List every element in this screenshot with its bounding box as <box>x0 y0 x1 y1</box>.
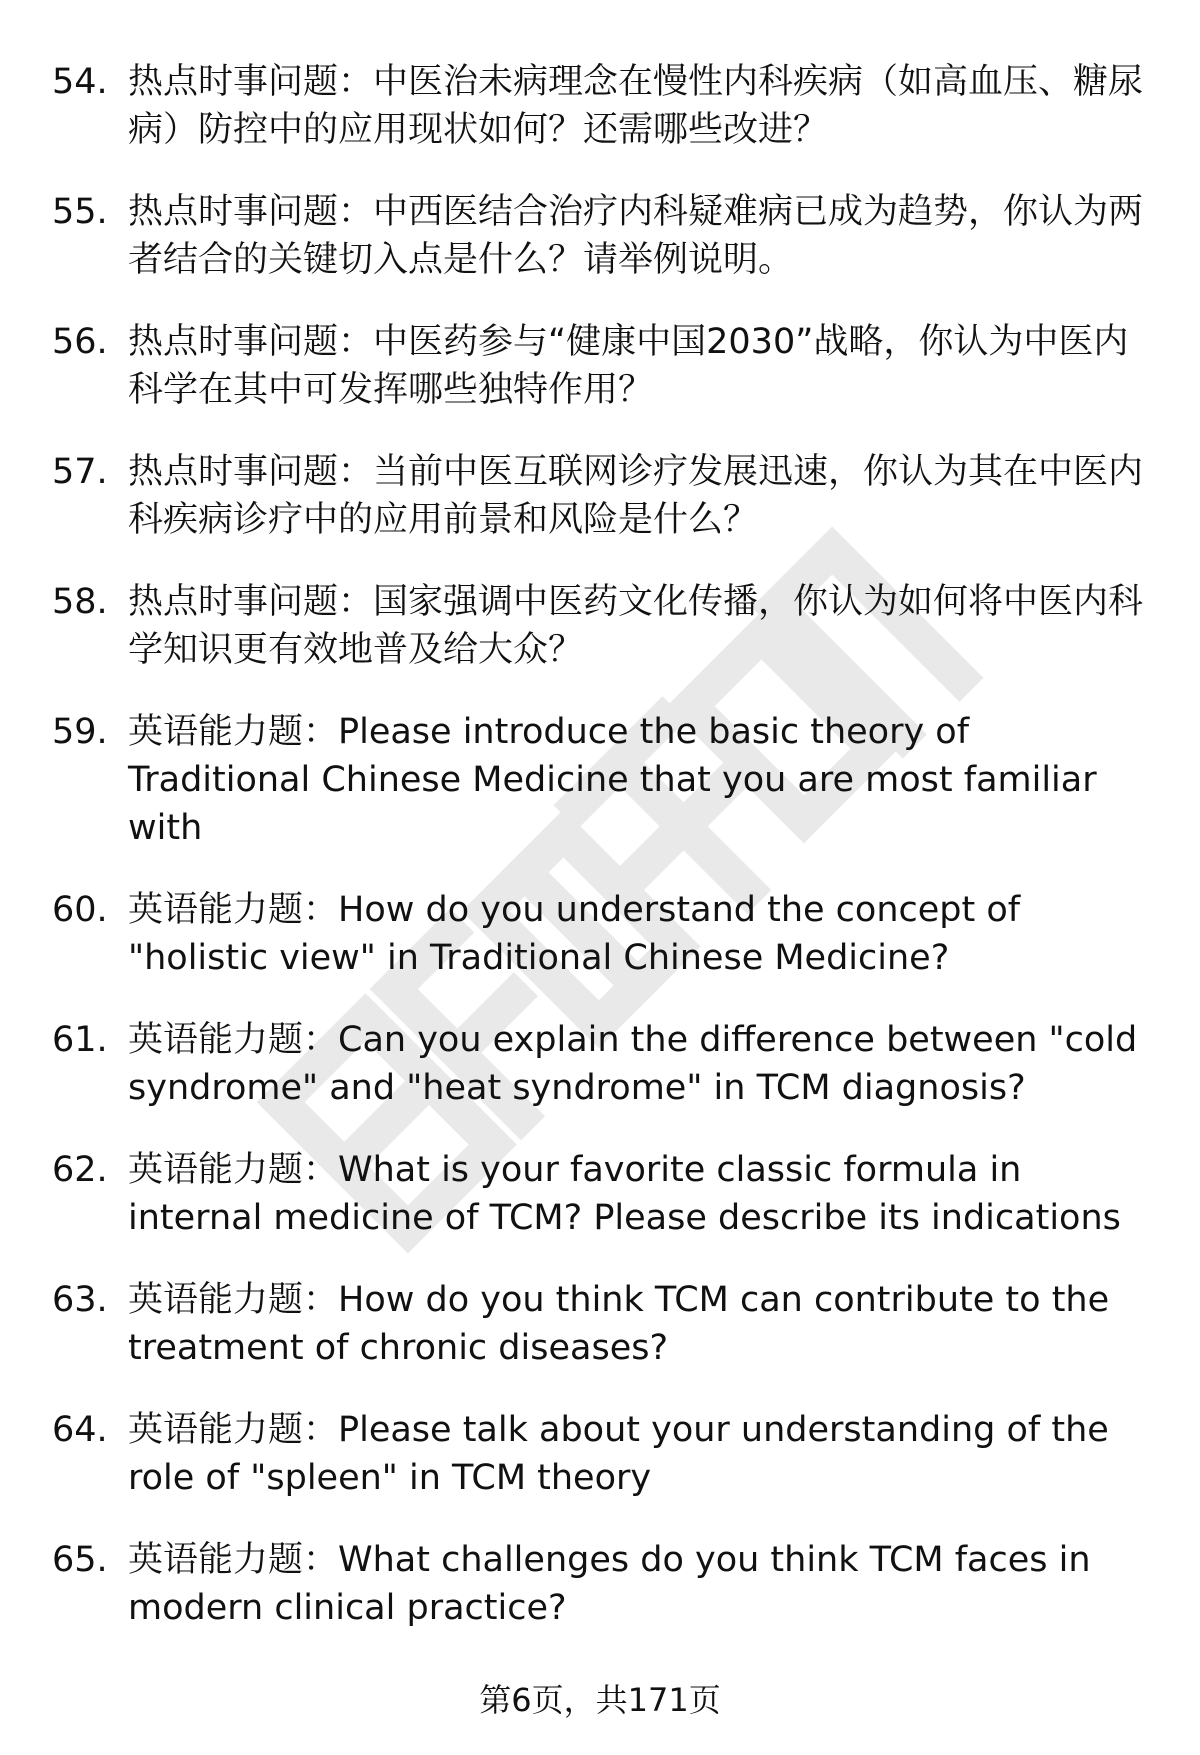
question-number: 63. <box>52 1280 108 1320</box>
page-indicator: 第6页，共171页 <box>479 1681 721 1719</box>
question-text: 英语能力题：What is your favorite classic formula in internal medicine of TCM? Please describe its indications <box>128 1150 1121 1238</box>
question-number: 65. <box>52 1540 108 1580</box>
question-number: 61. <box>52 1020 108 1060</box>
question-text: 英语能力题：Can you explain the difference between "cold syndrome" and "heat syndrome" in TCM diagnosis? <box>128 1020 1138 1108</box>
question-list <box>52 58 1152 1666</box>
question-text: 热点时事问题：中医治未病理念在慢性内科疾病（如高血压、糖尿病）防控中的应用现状如何？还需哪些改进？ <box>128 62 1144 150</box>
question-text: 热点时事问题：国家强调中医药文化传播，你认为如何将中医内科学知识更有效地普及给大众？ <box>128 582 1144 670</box>
list-item <box>52 448 1152 544</box>
question-text: 热点时事问题：中医药参与“健康中国2030”战略，你认为中医内科学在其中可发挥哪些独特作用？ <box>128 322 1129 410</box>
list-item <box>52 188 1152 284</box>
question-text: 热点时事问题：当前中医互联网诊疗发展迅速，你认为其在中医内科疾病诊疗中的应用前景和风险是什么？ <box>128 452 1144 540</box>
list-item <box>52 1016 1152 1112</box>
list-item <box>52 1276 1152 1372</box>
question-number: 55. <box>52 192 108 232</box>
question-number: 57. <box>52 452 108 492</box>
question-number: 59. <box>52 712 108 752</box>
list-item <box>52 886 1152 982</box>
list-item <box>52 1406 1152 1502</box>
list-item <box>52 1146 1152 1242</box>
list-item <box>52 58 1152 154</box>
question-text: 英语能力题：Please introduce the basic theory of Traditional Chinese Medicine that you are most familiar with <box>128 712 1097 848</box>
list-item <box>52 708 1152 852</box>
question-text: 英语能力题：Please talk about your understanding of the role of "spleen" in TCM theory <box>128 1410 1109 1498</box>
question-text: 英语能力题：How do you think TCM can contribute to the treatment of chronic diseases? <box>128 1280 1110 1368</box>
question-number: 60. <box>52 890 108 930</box>
question-number: 56. <box>52 322 108 362</box>
question-number: 54. <box>52 62 108 102</box>
question-number: 62. <box>52 1150 108 1190</box>
question-number: 64. <box>52 1410 108 1450</box>
list-item <box>52 578 1152 674</box>
question-text: 热点时事问题：中西医结合治疗内科疑难病已成为趋势，你认为两者结合的关键切入点是什么？请举例说明。 <box>128 192 1144 280</box>
question-text: 英语能力题：How do you understand the concept of "holistic view" in Traditional Chinese Medicine? <box>128 890 1021 978</box>
list-item <box>52 1536 1152 1632</box>
question-text: 英语能力题：What challenges do you think TCM faces in modern clinical practice? <box>128 1540 1091 1628</box>
question-number: 58. <box>52 582 108 622</box>
list-item <box>52 318 1152 414</box>
